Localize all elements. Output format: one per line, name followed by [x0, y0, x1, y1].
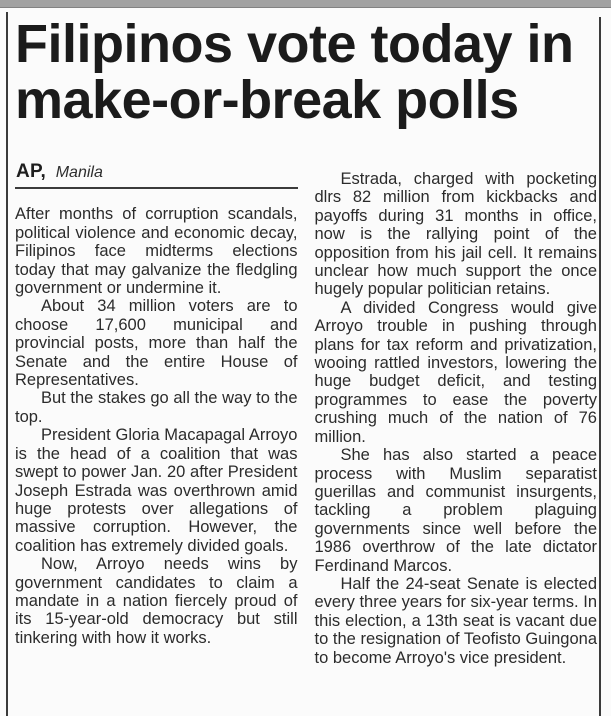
byline — [15, 162, 298, 187]
article-paragraph: President Gloria Macapagal Arroyo is the head of a coalition that was swept to power Jan. 20 after President Joseph Estrada was overthrown amid huge protests over allegations of massive corruption. However, the coalition has extremely divided goals. — [15, 426, 298, 555]
article-paragraph: A divided Congress would give Arroyo trouble in pushing through plans for tax reform and privatization, wooing rattled investors, lowering the huge budget deficit, and testing programmes to ease the poverty crushing much of the nation of 76 million. — [314, 298, 597, 446]
headline-line-1: Filipinos vote today in — [15, 14, 574, 74]
article-column-right — [315, 162, 598, 667]
article-paragraph: Now, Arroyo needs wins by government candidates to claim a mandate in a nation fiercely proud of its 15-year-old democracy but still tinkering with how it works. — [15, 555, 298, 647]
article-paragraph: Estrada, charged with pocketing dlrs 82 million from kickbacks and payoffs during 31 months in office, now is the rallying point of the opposition from his jail cell. It remains unclear how much support the once hugely popular politician retains. — [314, 170, 597, 299]
article-paragraph: Half the 24-seat Senate is elected every three years for six-year terms. In this election, a 13th seat is vacant due to the resignation of Teofisto Guingona to become Arroyo's vice president. — [314, 574, 597, 667]
article-paragraph: But the stakes go all the way to the top. — [15, 389, 298, 426]
article-body — [15, 162, 597, 667]
article-column-left — [15, 162, 298, 667]
headline — [15, 16, 599, 128]
byline-rule — [15, 187, 298, 189]
article-paragraph: She has also started a peace process with Muslim separatist guerillas and communist insurgents, tackling a problem plaguing governments since well before the 1986 overthrow of the late dictator Ferdinand Marcos. — [314, 446, 597, 575]
article-paragraph: About 34 million voters are to choose 17,600 municipal and provincial posts, more than half the Senate and the entire House of Representatives. — [15, 297, 298, 390]
page-border-right-line — [599, 17, 601, 716]
byline-location: Manila — [55, 164, 103, 181]
scan-edge-bar — [0, 0, 611, 8]
headline-line-2: make-or-break polls — [15, 70, 519, 130]
article-paragraph: After months of corruption scandals, political violence and economic decay, Filipinos face midterms elections today that may galvanize the fledgling government or undermine it. — [15, 205, 298, 298]
page-border-left-line — [6, 12, 8, 716]
byline-agency: AP, — [16, 161, 47, 182]
